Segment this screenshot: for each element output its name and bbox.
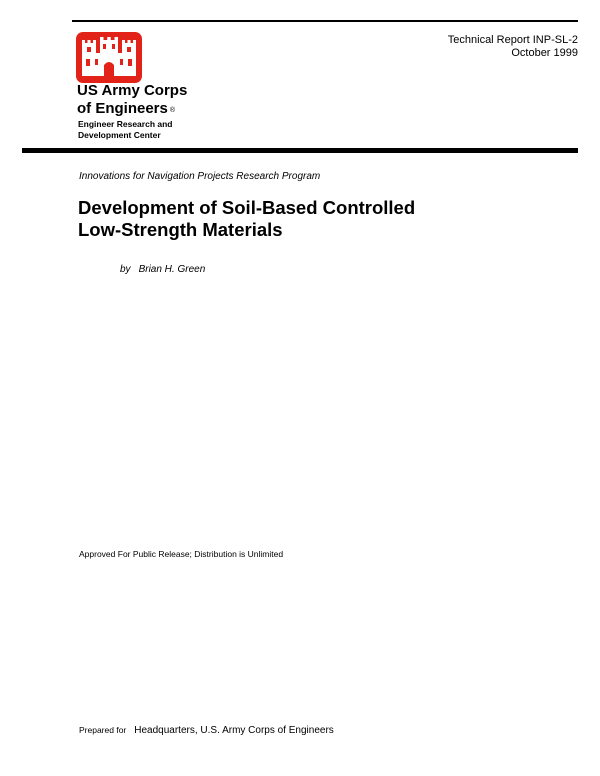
castle-logo-icon	[76, 32, 142, 83]
title-line2: Low-Strength Materials	[78, 219, 283, 240]
program-name: Innovations for Navigation Projects Research Program	[79, 171, 321, 182]
header-divider	[22, 148, 578, 153]
subunit-line1: Engineer Research and	[78, 119, 173, 129]
top-divider	[72, 20, 578, 22]
prepared-for-value: Headquarters, U.S. Army Corps of Engineers	[134, 725, 334, 736]
organization-subunit	[78, 119, 172, 141]
report-date: October 1999	[511, 47, 578, 59]
prepared-for-label: Prepared for	[79, 725, 127, 735]
byline-prefix: by	[120, 264, 131, 275]
registered-mark: ®	[169, 107, 176, 114]
report-meta	[448, 34, 578, 60]
organization-name	[77, 82, 187, 120]
author-name: Brian H. Green	[138, 264, 206, 275]
report-number: Technical Report INP-SL-2	[447, 34, 578, 46]
release-statement: Approved For Public Release; Distribution is Unlimited	[79, 549, 284, 559]
subunit-line2: Development Center	[78, 130, 161, 140]
title-line1: Development of Soil-Based Controlled	[78, 197, 416, 218]
byline	[120, 264, 205, 275]
org-name-line2: of Engineers	[77, 100, 168, 117]
org-name-line1: US Army Corps	[77, 82, 188, 99]
document-title	[78, 197, 498, 241]
prepared-for	[79, 725, 334, 736]
org-name-line2-wrap	[77, 100, 187, 120]
